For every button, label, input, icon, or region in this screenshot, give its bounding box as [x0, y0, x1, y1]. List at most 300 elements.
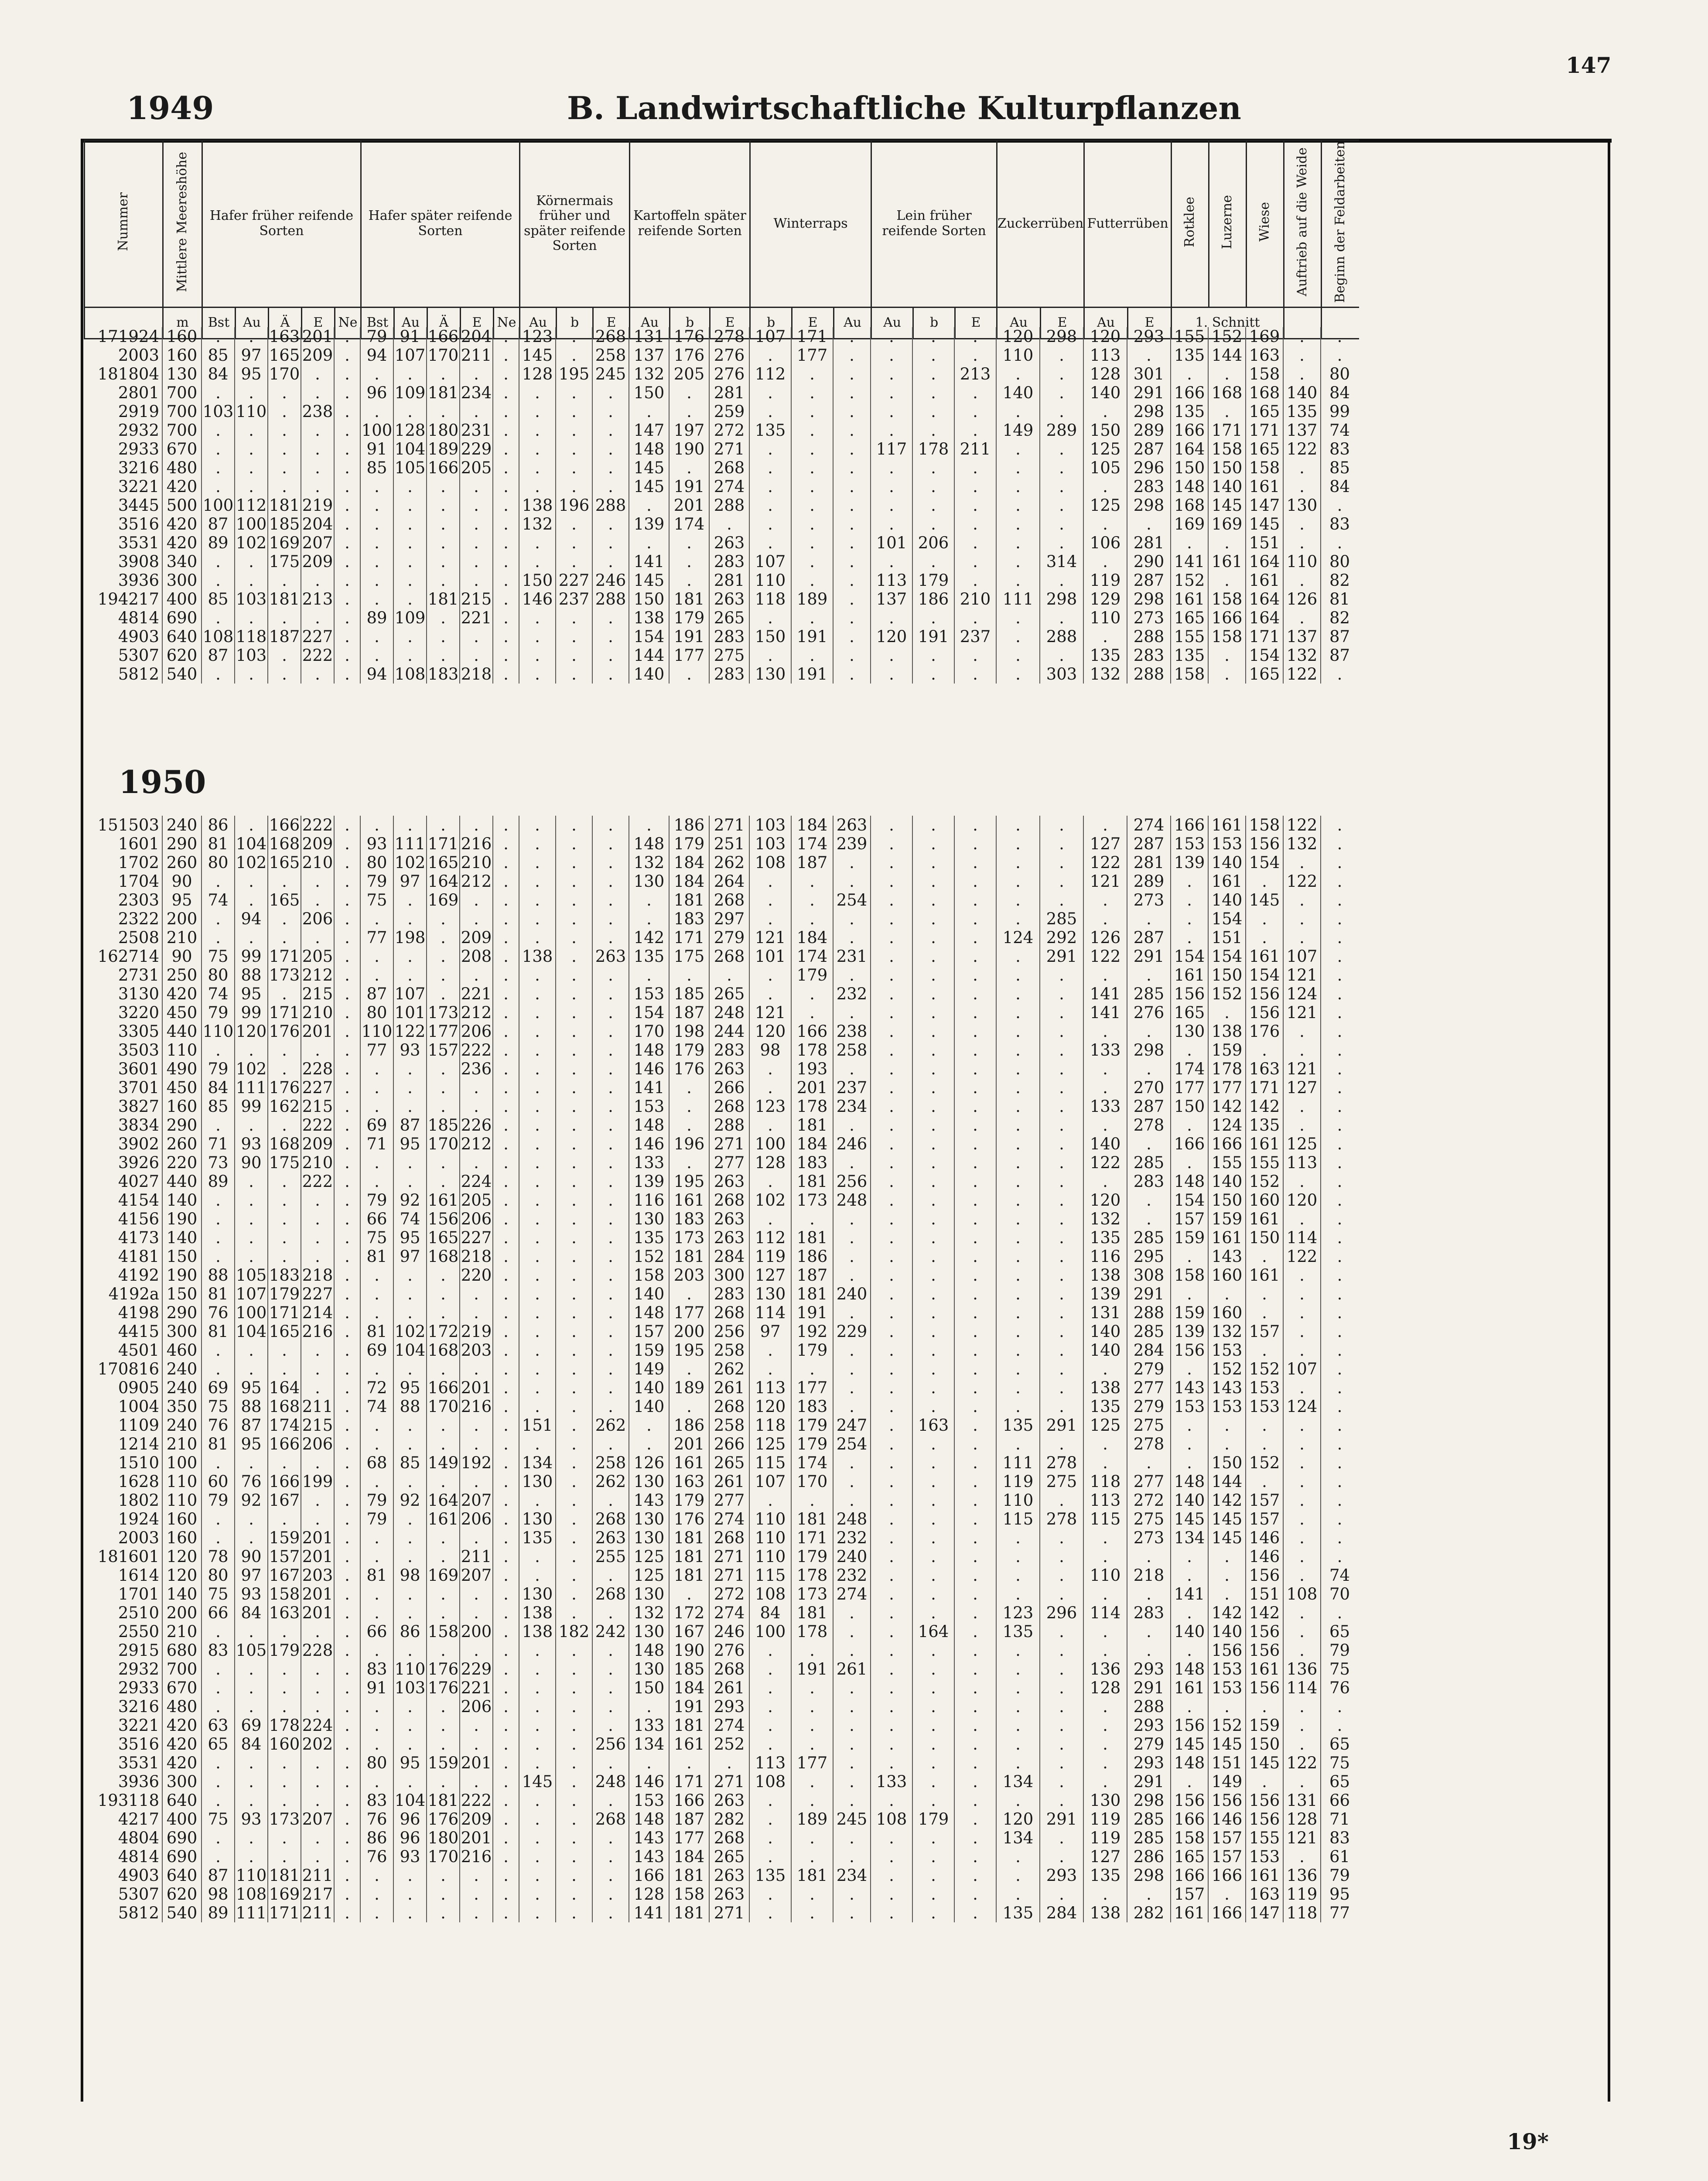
cell: 138: [519, 947, 556, 966]
cell: .: [749, 608, 791, 627]
cell: 139: [1171, 853, 1208, 872]
cell: .: [996, 402, 1040, 421]
cell: 219: [301, 496, 334, 515]
cell: .: [235, 1847, 268, 1866]
cell: .: [556, 1754, 592, 1772]
row-number: 1510: [118, 1453, 159, 1472]
cell: 159: [1208, 1210, 1246, 1228]
cell: .: [912, 1585, 954, 1603]
cell: 99: [235, 947, 268, 966]
cell: .: [556, 1791, 592, 1810]
cell: .: [996, 1191, 1040, 1210]
cell: .: [1246, 872, 1283, 891]
cell: .: [493, 1153, 519, 1172]
cell: 140: [629, 1378, 669, 1397]
cell: 110: [202, 1022, 235, 1041]
cell: 222: [460, 1041, 493, 1060]
cell: 115: [996, 1510, 1040, 1528]
cell: .: [669, 402, 709, 421]
cell: 290: [162, 1303, 202, 1322]
cell: .: [912, 1566, 954, 1585]
cell: .: [871, 402, 912, 421]
cell: 153: [1208, 1397, 1246, 1416]
cell: 268: [709, 1660, 749, 1678]
cell: .: [833, 1228, 871, 1247]
cell: 112: [749, 365, 791, 383]
cell: .: [235, 1172, 268, 1191]
cell: .: [912, 1847, 954, 1866]
cell: .: [1283, 1041, 1321, 1060]
column-header-table: [84, 140, 1359, 339]
cell: 88: [393, 1397, 427, 1416]
cell: 122: [393, 1022, 427, 1041]
cell: .: [202, 608, 235, 627]
cell: .: [202, 1453, 235, 1472]
cell: .: [1283, 1603, 1321, 1622]
cell: .: [334, 853, 360, 872]
cell: .: [791, 1791, 833, 1810]
cell: .: [360, 1641, 393, 1660]
cell: 114: [749, 1303, 791, 1322]
cell: 185: [427, 1116, 460, 1135]
cell: 212: [460, 1003, 493, 1022]
cell: 275: [1127, 1416, 1171, 1435]
cell: .: [1040, 646, 1083, 665]
cell: .: [556, 872, 592, 891]
cell: .: [393, 571, 427, 590]
cell: 166: [791, 1022, 833, 1041]
cell: .: [334, 533, 360, 552]
cell: .: [592, 1660, 629, 1678]
cell: .: [556, 1528, 592, 1547]
cell: .: [268, 1247, 301, 1266]
cell: 181: [669, 1904, 709, 1922]
cell: .: [996, 1678, 1040, 1697]
cell: 148: [1171, 1754, 1208, 1772]
cell: .: [1283, 1097, 1321, 1116]
cell: 81: [360, 1322, 393, 1341]
cell: .: [996, 1322, 1040, 1341]
cell: .: [493, 1829, 519, 1847]
cell: 124: [1283, 985, 1321, 1003]
row-number: 171924: [97, 327, 159, 346]
cell: 288: [1127, 1303, 1171, 1322]
cell: .: [1127, 1547, 1171, 1566]
cell: 174: [268, 1416, 301, 1435]
cell: .: [1283, 891, 1321, 909]
cell: 177: [791, 1378, 833, 1397]
cell: .: [912, 1397, 954, 1416]
cell: .: [749, 1660, 791, 1678]
cell: 119: [996, 1472, 1040, 1491]
row-number: 1702: [118, 853, 159, 872]
cell: .: [749, 533, 791, 552]
header-sub-24: E: [955, 307, 997, 338]
cell: .: [1283, 1210, 1321, 1228]
cell: 211: [954, 440, 996, 458]
cell: 201: [301, 1603, 334, 1622]
cell: 178: [268, 1716, 301, 1735]
cell: 200: [162, 909, 202, 928]
cell: .: [393, 365, 427, 383]
cell: 213: [301, 590, 334, 608]
cell: .: [493, 1266, 519, 1285]
cell: .: [427, 1360, 460, 1378]
cell: .: [493, 590, 519, 608]
cell: 157: [1208, 1847, 1246, 1866]
cell: 79: [360, 327, 393, 346]
cell: 171: [1246, 627, 1283, 646]
cell: .: [556, 1416, 592, 1435]
cell: .: [1171, 891, 1208, 909]
cell: .: [996, 477, 1040, 496]
cell: 105: [1083, 458, 1127, 477]
cell: .: [592, 1078, 629, 1097]
cell: 101: [871, 533, 912, 552]
cell: .: [493, 1003, 519, 1022]
table-row: [84, 496, 1358, 515]
cell: 80: [202, 853, 235, 872]
cell: 122: [1283, 440, 1321, 458]
cell: .: [996, 1228, 1040, 1247]
cell: 153: [1208, 1660, 1246, 1678]
cell: .: [1127, 1585, 1171, 1603]
cell: 95: [393, 1228, 427, 1247]
cell: 268: [709, 1191, 749, 1210]
cell: .: [912, 402, 954, 421]
cell: .: [519, 1547, 556, 1566]
cell: .: [592, 1153, 629, 1172]
cell: 227: [301, 1285, 334, 1303]
cell: .: [912, 816, 954, 834]
cell: .: [1321, 1210, 1358, 1228]
cell: 158: [669, 1885, 709, 1904]
cell: 191: [669, 477, 709, 496]
table-row: [84, 1566, 1358, 1585]
cell: 183: [669, 1210, 709, 1228]
cell: 215: [460, 590, 493, 608]
cell: .: [592, 1641, 629, 1660]
cell: .: [1208, 1435, 1246, 1453]
cell: 98: [202, 1885, 235, 1904]
cell: .: [360, 552, 393, 571]
cell: 104: [235, 1322, 268, 1341]
cell: .: [202, 421, 235, 440]
cell: 171: [669, 928, 709, 947]
cell: .: [996, 1378, 1040, 1397]
cell: .: [996, 365, 1040, 383]
cell: .: [954, 1791, 996, 1810]
cell: .: [954, 1378, 996, 1397]
cell: 166: [268, 816, 301, 834]
header-sub-7: Ne: [335, 307, 361, 338]
cell: 139: [1083, 1285, 1127, 1303]
cell: 150: [1208, 1453, 1246, 1472]
cell: .: [996, 1360, 1040, 1378]
cell: .: [556, 1472, 592, 1491]
cell: 137: [629, 346, 669, 365]
cell: .: [556, 1566, 592, 1585]
cell: 99: [235, 1003, 268, 1022]
cell: 69: [202, 1378, 235, 1397]
cell: .: [996, 515, 1040, 533]
table-row: [84, 1266, 1358, 1285]
cell: 161: [427, 1191, 460, 1210]
cell: 148: [629, 1041, 669, 1060]
cell: .: [1040, 1060, 1083, 1078]
cell: .: [996, 1153, 1040, 1172]
cell: 102: [235, 533, 268, 552]
cell: .: [912, 1172, 954, 1191]
cell: 258: [592, 346, 629, 365]
cell: 132: [1083, 665, 1127, 684]
cell: 281: [1127, 853, 1171, 872]
cell: 110: [749, 1547, 791, 1566]
cell: 169: [1246, 327, 1283, 346]
row-number: 4415: [118, 1322, 159, 1341]
cell: .: [912, 496, 954, 515]
cell: 161: [1171, 966, 1208, 985]
cell: 700: [162, 421, 202, 440]
cell: 153: [1246, 1378, 1283, 1397]
cell: .: [954, 1829, 996, 1847]
cell: .: [556, 1866, 592, 1885]
table-row: [84, 1191, 1358, 1210]
cell: .: [996, 947, 1040, 966]
cell: 133: [629, 1153, 669, 1172]
cell: .: [1283, 1453, 1321, 1472]
cell: 308: [1127, 1266, 1171, 1285]
cell: .: [493, 1228, 519, 1247]
cell: 157: [629, 1322, 669, 1341]
cell: .: [393, 1697, 427, 1716]
cell: .: [871, 1116, 912, 1135]
cell: .: [1321, 496, 1358, 515]
cell: .: [393, 515, 427, 533]
cell: .: [791, 1360, 833, 1378]
cell: 300: [162, 571, 202, 590]
cell: .: [1040, 1135, 1083, 1153]
cell: .: [301, 1191, 334, 1210]
data-table-1949: [84, 327, 1358, 684]
cell: .: [493, 402, 519, 421]
table-row: [84, 1285, 1358, 1303]
cell: .: [871, 1904, 912, 1922]
cell: .: [493, 872, 519, 891]
cell: 154: [1208, 909, 1246, 928]
cell: .: [592, 1003, 629, 1022]
cell: .: [1083, 1585, 1127, 1603]
cell: 285: [1127, 1228, 1171, 1247]
cell: 201: [460, 1754, 493, 1772]
row-number: 2933: [118, 1678, 159, 1697]
row-number: 3221: [118, 477, 159, 496]
cell: .: [334, 665, 360, 684]
cell: .: [427, 1885, 460, 1904]
cell: 210: [162, 1435, 202, 1453]
cell: 120: [749, 1397, 791, 1416]
cell: .: [1040, 1885, 1083, 1904]
cell: .: [268, 421, 301, 440]
cell: .: [493, 533, 519, 552]
cell: 88: [235, 1397, 268, 1416]
cell: .: [871, 1341, 912, 1360]
cell: .: [1040, 402, 1083, 421]
cell: 245: [833, 1810, 871, 1829]
cell: 205: [669, 365, 709, 383]
cell: 76: [202, 1416, 235, 1435]
cell: .: [1040, 365, 1083, 383]
cell: 175: [268, 552, 301, 571]
table-row: [84, 1060, 1358, 1078]
row-number: 4814: [118, 608, 159, 627]
cell: .: [871, 834, 912, 853]
cell: .: [301, 1510, 334, 1528]
cell: .: [334, 1585, 360, 1603]
cell: 86: [360, 1829, 393, 1847]
cell: 540: [162, 1904, 202, 1922]
cell: .: [360, 646, 393, 665]
cell: 173: [268, 966, 301, 985]
table-row: [84, 1603, 1358, 1622]
cell: 237: [556, 590, 592, 608]
cell: .: [912, 1547, 954, 1566]
cell: 140: [1083, 1341, 1127, 1360]
cell: .: [334, 1266, 360, 1285]
cell: .: [1283, 477, 1321, 496]
cell: 277: [1127, 1472, 1171, 1491]
cell: 161: [1246, 1135, 1283, 1153]
cell: .: [1171, 1247, 1208, 1266]
cell: .: [360, 1078, 393, 1097]
cell: .: [268, 1116, 301, 1135]
cell: .: [954, 1341, 996, 1360]
cell: .: [954, 909, 996, 928]
cell: 114: [1283, 1228, 1321, 1247]
cell: 278: [1040, 1510, 1083, 1528]
cell: .: [334, 1866, 360, 1885]
cell: 199: [301, 1472, 334, 1491]
table-row: [84, 891, 1358, 909]
cell: 256: [833, 1172, 871, 1191]
cell: .: [871, 1472, 912, 1491]
cell: .: [791, 533, 833, 552]
cell: 177: [427, 1022, 460, 1041]
cell: .: [791, 646, 833, 665]
cell: 156: [1246, 1566, 1283, 1585]
cell: .: [460, 1153, 493, 1172]
cell: .: [519, 1678, 556, 1697]
cell: 245: [592, 365, 629, 383]
cell: 224: [460, 1172, 493, 1191]
cell: 148: [1171, 477, 1208, 496]
cell: .: [334, 891, 360, 909]
cell: .: [1208, 1003, 1246, 1022]
cell: .: [669, 383, 709, 402]
cell: .: [1283, 1491, 1321, 1510]
cell: 291: [1127, 383, 1171, 402]
cell: .: [749, 1697, 791, 1716]
cell: 191: [791, 627, 833, 646]
cell: .: [393, 966, 427, 985]
cell: .: [1283, 327, 1321, 346]
cell: 65: [1321, 1735, 1358, 1754]
cell: 140: [1083, 1135, 1127, 1153]
cell: 268: [709, 458, 749, 477]
row-number: 5812: [118, 1904, 159, 1922]
cell: .: [912, 1060, 954, 1078]
cell: .: [427, 1547, 460, 1566]
cell: .: [1321, 1116, 1358, 1135]
cell: .: [1321, 1097, 1358, 1116]
cell: .: [912, 421, 954, 440]
cell: .: [1321, 1510, 1358, 1528]
cell: 113: [1083, 1491, 1127, 1510]
cell: 197: [669, 421, 709, 440]
cell: .: [493, 853, 519, 872]
cell: .: [427, 533, 460, 552]
cell: .: [1083, 1078, 1127, 1097]
cell: .: [1321, 928, 1358, 947]
cell: .: [556, 1285, 592, 1303]
cell: .: [791, 458, 833, 477]
cell: 165: [1246, 440, 1283, 458]
cell: .: [954, 1547, 996, 1566]
cell: 132: [629, 853, 669, 872]
cell: .: [519, 816, 556, 834]
cell: 165: [427, 1228, 460, 1247]
cell: 163: [1246, 1885, 1283, 1904]
cell: .: [334, 1003, 360, 1022]
cell: .: [556, 1172, 592, 1191]
cell: .: [1040, 834, 1083, 853]
cell: .: [1040, 571, 1083, 590]
cell: 90: [162, 947, 202, 966]
cell: .: [749, 1885, 791, 1904]
cell: .: [460, 1904, 493, 1922]
cell: .: [912, 1097, 954, 1116]
cell: 142: [1208, 1491, 1246, 1510]
cell: 79: [360, 1510, 393, 1528]
cell: .: [334, 1322, 360, 1341]
cell: 127: [1083, 1847, 1127, 1866]
table-row: [84, 477, 1358, 496]
header-sub-21: Au: [834, 307, 871, 338]
cell: .: [460, 402, 493, 421]
cell: .: [360, 590, 393, 608]
cell: 108: [749, 853, 791, 872]
cell: 110: [393, 1660, 427, 1678]
cell: 196: [556, 496, 592, 515]
cell: 450: [162, 1003, 202, 1022]
cell: .: [1040, 1791, 1083, 1810]
cell: .: [592, 1135, 629, 1153]
cell: 221: [460, 1678, 493, 1697]
table-row: [84, 1378, 1358, 1397]
cell: 130: [629, 1528, 669, 1547]
cell: 400: [162, 590, 202, 608]
cell: 95: [235, 1378, 268, 1397]
cell: 122: [1083, 853, 1127, 872]
cell: 77: [360, 928, 393, 947]
cell: 142: [1208, 1603, 1246, 1622]
cell: .: [460, 1885, 493, 1904]
cell: 205: [301, 947, 334, 966]
cell: .: [556, 1116, 592, 1135]
cell: .: [519, 1078, 556, 1097]
cell: .: [629, 966, 669, 985]
cell: 211: [301, 1866, 334, 1885]
